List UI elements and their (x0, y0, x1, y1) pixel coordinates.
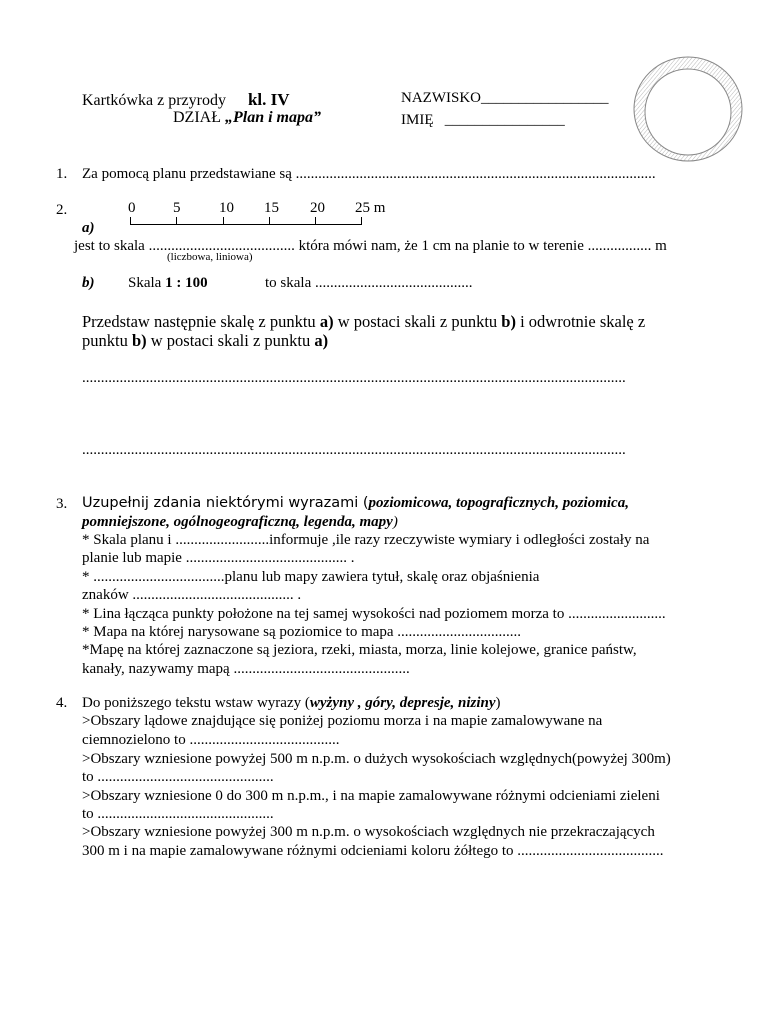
task-text: punktu (82, 331, 132, 350)
q4-intro-text: Do poniższego tekstu wstaw wyrazy ( (82, 695, 310, 711)
scale-tick (176, 217, 177, 225)
q1-number: 1. (56, 166, 68, 182)
section-prefix: DZIAŁ (173, 109, 221, 126)
q4-intro (82, 695, 501, 712)
worksheet-title (82, 90, 290, 110)
scale-baseline (130, 224, 362, 225)
q3-intro-text: Uzupełnij zdania niektórymi wyrazami ( (82, 495, 369, 511)
q2b-text-prefix: Skala (128, 275, 166, 291)
q3-close: ) (392, 514, 398, 530)
q1-text[interactable]: Za pomocą planu przedstawiane są ................................................................................................ (82, 166, 656, 182)
answer-line[interactable]: ................................................................................................................................................. (82, 442, 626, 458)
q2-task-line2 (82, 331, 328, 351)
q3-line[interactable]: znaków ........................................... . (82, 587, 302, 603)
q3-number: 3. (56, 496, 68, 512)
section-heading (173, 109, 321, 127)
scale-tick (361, 217, 362, 225)
q3-line[interactable]: *Mapę na której zaznaczone są jeziora, rzeki, miasta, morza, linie kolejowe, granice państw, (82, 642, 637, 658)
q3-intro-line2 (82, 514, 398, 531)
answer-line[interactable]: ................................................................................................................................................. (82, 370, 626, 386)
title-text: Kartkówka z przyrody (82, 92, 226, 109)
q3-line[interactable]: * Lina łącząca punkty położone na tej samej wysokości nad poziomem morza to .......................... (82, 606, 666, 622)
q4-line[interactable]: >Obszary wzniesione powyżej 300 m n.p.m. o wysokościach względnych nie przekraczających (82, 824, 655, 840)
q2-number: 2. (56, 202, 68, 218)
task-text: w postaci skali z punktu (146, 331, 315, 350)
scale-tick-label: 15 (264, 200, 279, 216)
task-text: i odwrotnie skalę z (515, 312, 646, 331)
q4-line[interactable]: to ............................................... (82, 806, 274, 822)
q3-line[interactable]: planie lub mapie ........................................... . (82, 550, 355, 566)
section-name: „Plan i mapa” (224, 109, 321, 126)
q4-line[interactable]: >Obszary lądowe znajdujące się poniżej poziomu morza i na mapie zamalowywane na (82, 713, 603, 729)
scale-tick-label: 25 m (355, 200, 386, 216)
q4-words: wyżyny , góry, depresje, niziny (309, 695, 496, 711)
decorative-ring-graphic (600, 55, 745, 163)
q3-words: poziomicowa, topograficznych, poziomica, (368, 495, 629, 511)
task-text: Przedstaw następnie skalę z punktu (82, 312, 320, 331)
q4-number: 4. (56, 695, 68, 711)
name-field[interactable]: IMIĘ ________________ (401, 112, 565, 128)
q4-line[interactable]: ciemnozielono to ........................................ (82, 732, 340, 748)
q3-line[interactable]: * Skala planu i .........................informuje ,ile razy rzeczywiste wymiary i odległości zostały na (82, 532, 650, 548)
q3-line[interactable]: kanały, nazywamy mapą ............................................... (82, 661, 410, 677)
surname-field[interactable]: NAZWISKO_________________ (401, 90, 609, 106)
q4-line[interactable]: >Obszary wzniesione powyżej 500 m n.p.m. o dużych wysokościach względnych(powyżej 300m) (82, 751, 671, 767)
q2a-text[interactable]: jest to skala ....................................... która mówi nam, że 1 cm na planie to w terenie ................. m (74, 238, 667, 254)
task-ref: a) (319, 312, 334, 331)
q4-close: ) (495, 695, 501, 711)
scale-tick-label: 10 (219, 200, 234, 216)
class-label: kl. IV (247, 90, 290, 109)
q2b-label: b) (82, 275, 95, 291)
q2a-hint: (liczbowa, liniowa) (167, 251, 253, 263)
scale-tick-label: 0 (128, 200, 136, 216)
q2b-answer[interactable]: to skala .......................................... (265, 275, 473, 291)
q4-line[interactable]: >Obszary wzniesione 0 do 300 m n.p.m., i na mapie zamalowywane różnymi odcieniami zieleni (82, 788, 660, 804)
scale-tick (315, 217, 316, 225)
scale-tick (269, 217, 270, 225)
task-ref: b) (501, 312, 516, 331)
task-ref: a) (314, 331, 329, 350)
scale-tick-label: 5 (173, 200, 181, 216)
task-ref: b) (131, 331, 147, 350)
scale-tick (223, 217, 224, 225)
q3-line[interactable]: * Mapa na której narysowane są poziomice to mapa ................................. (82, 624, 522, 640)
q2a-label: a) (82, 220, 95, 236)
linear-scale (128, 200, 398, 230)
q2-task-line1 (82, 312, 645, 332)
task-text: w postaci skali z punktu (333, 312, 502, 331)
q3-line[interactable]: * ...................................planu lub mapy zawiera tytuł, skalę oraz objaśnienia (82, 569, 540, 585)
q3-intro (82, 495, 629, 512)
scale-tick (130, 217, 131, 225)
q2b-scale: 1 : 100 (165, 275, 208, 291)
q2b-text[interactable] (128, 275, 208, 292)
q3-words: pomniejszone, ogólnogeograficzną, legenda, mapy (82, 514, 393, 530)
scale-tick-label: 20 (310, 200, 325, 216)
q4-line[interactable]: to ............................................... (82, 769, 274, 785)
q4-line[interactable]: 300 m i na mapie zamalowywane różnymi odcieniami koloru żółtego to ....................................... (82, 843, 664, 859)
